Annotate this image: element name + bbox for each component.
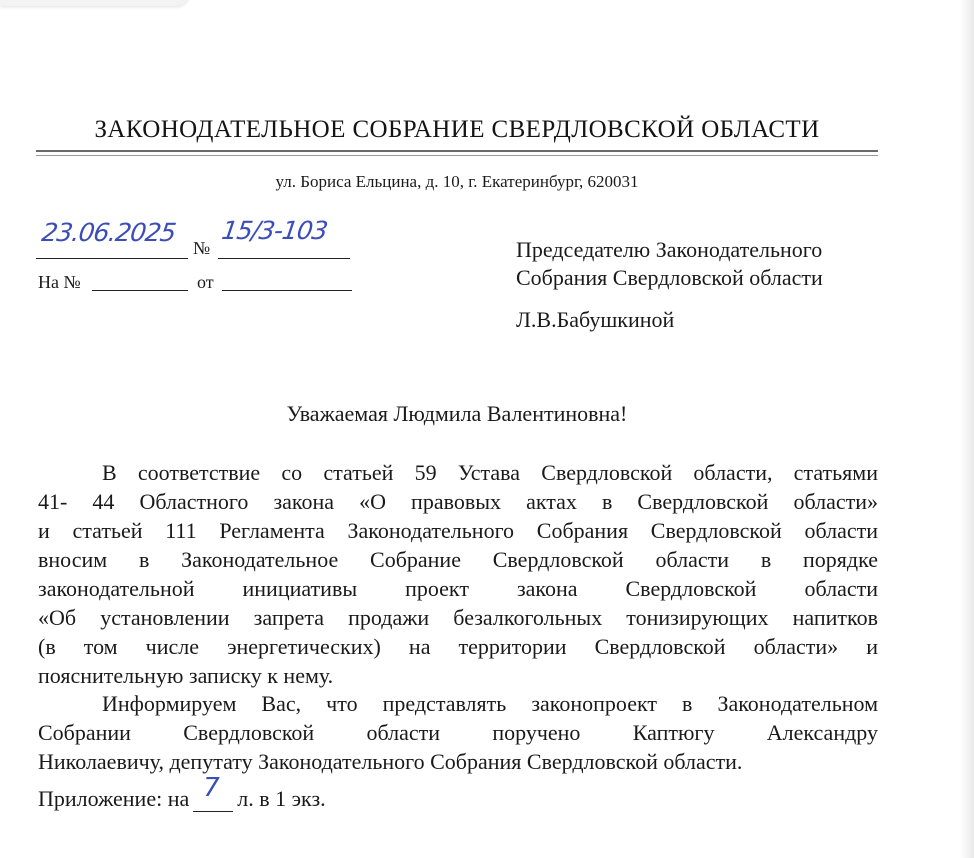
addressee-block: [516, 236, 823, 334]
paragraph-line: (в том числе энергетических) на территории Свердловской области» и: [38, 634, 878, 659]
addressee-line-1: Председателю Законодательного: [516, 237, 823, 262]
paragraph-line: В соответствие со статьей 59 Устава Свердловской области, статьями: [102, 460, 878, 485]
registration-number-line: [218, 258, 350, 259]
registration-number-handwritten: 15/3-103: [219, 216, 329, 245]
addressee-line-2: Собрания Свердловской области: [516, 265, 823, 290]
registration-date-handwritten: 23.06.2025: [39, 218, 178, 247]
paragraph-line: «Об установлении запрета продажи безалкогольных тонизирующих напитков: [38, 605, 878, 630]
body-paragraph-1: [38, 458, 878, 690]
page-edge-shadow: [960, 0, 974, 858]
attachment-prefix: Приложение: на: [38, 786, 190, 811]
attachment-pages-blank: [193, 773, 233, 812]
registration-date-line: [36, 258, 188, 259]
paragraph-line: вносим в Законодательное Собрание Свердловской области в порядке: [38, 547, 878, 572]
reference-number-label: На №: [38, 272, 81, 292]
paragraph-line: Собрании Свердловской области поручено Каптюгу Александру: [38, 720, 878, 745]
letterhead-address: ул. Бориса Ельцина, д. 10, г. Екатеринбург, 620031: [275, 172, 639, 191]
paragraph-line: пояснительную записку к нему.: [38, 663, 334, 688]
attachment-line: [38, 773, 326, 812]
paragraph-line: Информируем Вас, что представлять законопроект в Законодательном: [102, 691, 878, 716]
registration-number-sign: №: [193, 238, 211, 258]
reference-date-label: от: [197, 272, 214, 292]
salutation: Уважаемая Людмила Валентиновна!: [286, 401, 628, 426]
attachment-pages-handwritten: 7: [203, 773, 220, 803]
paragraph-line: Николаевичу, депутату Законодательного Собрания Свердловской области.: [38, 749, 743, 774]
addressee-name: Л.В.Бабушкиной: [516, 307, 675, 332]
attachment-suffix: л. в 1 экз.: [237, 786, 326, 811]
reference-date-line: [222, 290, 352, 291]
browser-tab-edge: [0, 0, 190, 6]
letterhead-rule-thick: [36, 150, 878, 152]
paragraph-line: 41- 44 Областного закона «О правовых актах в Свердловской области»: [38, 489, 878, 514]
reference-number-line: [92, 290, 188, 291]
paragraph-line: и статьей 111 Регламента Законодательного Собрания Свердловской области: [38, 518, 878, 543]
letterhead-rule-thin: [36, 155, 878, 156]
letterhead-title: ЗАКОНОДАТЕЛЬНОЕ СОБРАНИЕ СВЕРДЛОВСКОЙ ОБЛАСТИ: [94, 116, 820, 143]
paragraph-line: законодательной инициативы проект закона Свердловской области: [38, 576, 878, 601]
body-paragraph-2: [38, 689, 878, 776]
